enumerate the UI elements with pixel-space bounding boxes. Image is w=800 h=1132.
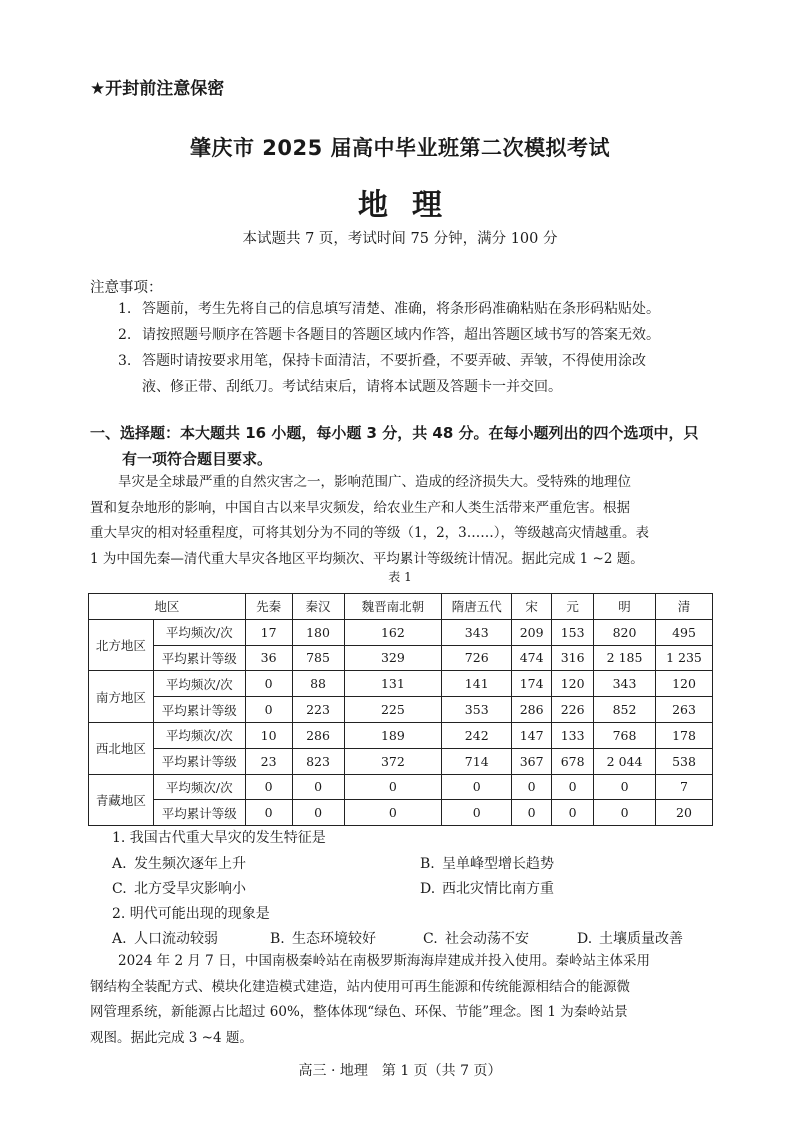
value-cell: 209 <box>512 619 552 645</box>
note-item <box>118 296 718 322</box>
value-cell: 0 <box>344 800 442 826</box>
note-number: 3. <box>118 353 132 369</box>
value-cell: 286 <box>292 722 344 748</box>
value-cell: 714 <box>442 748 512 774</box>
confidential-notice: ★开封前注意保密 <box>90 79 225 99</box>
value-cell: 147 <box>512 722 552 748</box>
header-period: 明 <box>594 594 656 620</box>
value-cell: 0 <box>344 774 442 800</box>
table-row <box>89 800 713 826</box>
value-cell: 0 <box>245 774 292 800</box>
table-header-row <box>89 594 713 620</box>
value-cell: 242 <box>442 722 512 748</box>
metric-cell: 平均累计等级 <box>153 697 245 723</box>
value-cell: 0 <box>442 774 512 800</box>
section-heading <box>90 420 715 472</box>
value-cell: 0 <box>292 774 344 800</box>
value-cell: 23 <box>245 748 292 774</box>
passage-line: 观图。据此完成 3 ~4 题。 <box>90 1029 253 1046</box>
region-cell: 北方地区 <box>89 619 154 671</box>
value-cell: 225 <box>344 697 442 723</box>
value-cell: 316 <box>552 645 594 671</box>
value-cell: 329 <box>344 645 442 671</box>
note-text-continued: 液、修正带、刮纸刀。考试结束后，请将本试题及答题卡一并交回。 <box>142 379 562 395</box>
passage-line: 旱灾是全球最严重的自然灾害之一，影响范围广、造成的经济损失大。受特殊的地理位 <box>118 474 631 490</box>
header-period: 秦汉 <box>292 594 344 620</box>
header-period: 清 <box>656 594 713 620</box>
value-cell: 538 <box>656 748 713 774</box>
question-1-stem: 1. 我国古代重大旱灾的发生特征是 <box>112 830 326 846</box>
header-period: 隋唐五代 <box>442 594 512 620</box>
value-cell: 0 <box>552 800 594 826</box>
metric-cell: 平均累计等级 <box>153 800 245 826</box>
value-cell: 2 185 <box>594 645 656 671</box>
region-cell: 青藏地区 <box>89 774 154 826</box>
value-cell: 226 <box>552 697 594 723</box>
value-cell: 36 <box>245 645 292 671</box>
passage-line: 1 为中国先秦—清代重大旱灾各地区平均频次、平均累计等级统计情况。据此完成 1 ~2 题。 <box>90 550 644 567</box>
value-cell: 0 <box>245 697 292 723</box>
q2-option-d: D. 土壤质量改善 <box>577 931 683 947</box>
section-heading-line1: 一、选择题：本大题共 16 小题，每小题 3 分，共 48 分。在每小题列出的四个选项中，只 <box>90 424 699 442</box>
value-cell: 820 <box>594 619 656 645</box>
value-cell: 286 <box>512 697 552 723</box>
question-2-stem: 2. 明代可能出现的现象是 <box>112 906 270 922</box>
value-cell: 223 <box>292 697 344 723</box>
exam-info: 本试题共 7 页，考试时间 75 分钟，满分 100 分 <box>242 231 558 247</box>
value-cell: 0 <box>552 774 594 800</box>
table-caption: 表 1 <box>388 570 412 584</box>
value-cell: 343 <box>594 671 656 697</box>
header-period: 先秦 <box>245 594 292 620</box>
value-cell: 7 <box>656 774 713 800</box>
exam-title: 肇庆市 2025 届高中毕业班第二次模拟考试 <box>189 136 611 160</box>
value-cell: 88 <box>292 671 344 697</box>
passage-line: 重大旱灾的相对轻重程度，可将其划分为不同的等级（1，2，3……），等级越高灾情越重。表 <box>90 525 650 541</box>
table-row <box>89 722 713 748</box>
value-cell: 141 <box>442 671 512 697</box>
value-cell: 189 <box>344 722 442 748</box>
header-period: 元 <box>552 594 594 620</box>
q1-option-c: C. 北方受旱灾影响小 <box>112 881 246 897</box>
value-cell: 0 <box>594 800 656 826</box>
value-cell: 768 <box>594 722 656 748</box>
section-heading-line2: 有一项符合题目要求。 <box>122 450 273 468</box>
table-row <box>89 619 713 645</box>
value-cell: 120 <box>552 671 594 697</box>
value-cell: 174 <box>512 671 552 697</box>
value-cell: 10 <box>245 722 292 748</box>
table-row <box>89 645 713 671</box>
q1-option-a: A. 发生频次逐年上升 <box>112 856 246 872</box>
value-cell: 0 <box>292 800 344 826</box>
value-cell: 180 <box>292 619 344 645</box>
note-number: 2. <box>118 327 132 343</box>
note-number: 1. <box>118 301 132 317</box>
value-cell: 785 <box>292 645 344 671</box>
metric-cell: 平均频次/次 <box>153 774 245 800</box>
value-cell: 852 <box>594 697 656 723</box>
value-cell: 263 <box>656 697 713 723</box>
value-cell: 17 <box>245 619 292 645</box>
note-item <box>118 348 718 400</box>
q1-option-b: B. 呈单峰型增长趋势 <box>420 856 554 872</box>
metric-cell: 平均累计等级 <box>153 748 245 774</box>
notes-heading: 注意事项： <box>90 280 163 296</box>
value-cell: 823 <box>292 748 344 774</box>
metric-cell: 平均频次/次 <box>153 722 245 748</box>
value-cell: 678 <box>552 748 594 774</box>
value-cell: 2 044 <box>594 748 656 774</box>
table-row <box>89 671 713 697</box>
note-text: 答题前，考生先将自己的信息填写清楚、准确，将条形码准确粘贴在条形码粘贴处。 <box>142 301 660 317</box>
table-row <box>89 748 713 774</box>
value-cell: 1 235 <box>656 645 713 671</box>
value-cell: 0 <box>594 774 656 800</box>
value-cell: 133 <box>552 722 594 748</box>
note-item <box>118 322 718 348</box>
q2-option-b: B. 生态环境较好 <box>270 931 376 947</box>
q2-option-c: C. 社会动荡不安 <box>423 931 529 947</box>
value-cell: 178 <box>656 722 713 748</box>
passage-drought <box>90 470 715 572</box>
value-cell: 353 <box>442 697 512 723</box>
value-cell: 726 <box>442 645 512 671</box>
metric-cell: 平均累计等级 <box>153 645 245 671</box>
value-cell: 0 <box>245 800 292 826</box>
value-cell: 20 <box>656 800 713 826</box>
value-cell: 120 <box>656 671 713 697</box>
subject-title: 地理 <box>358 188 466 223</box>
passage-line: 网管理系统，新能源占比超过 60%，整体体现“绿色、环保、节能”理念。图 1 为秦岭站景 <box>90 1004 628 1020</box>
note-text: 答题时请按要求用笔，保持卡面清洁，不要折叠，不要弄破、弄皱，不得使用涂改 <box>142 353 646 369</box>
header-period: 宋 <box>512 594 552 620</box>
metric-cell: 平均频次/次 <box>153 619 245 645</box>
value-cell: 343 <box>442 619 512 645</box>
passage-line: 钢结构全装配方式、模块化建造模式建造，站内使用可再生能源和传统能源相结合的能源微 <box>90 978 630 995</box>
value-cell: 0 <box>512 800 552 826</box>
table-row <box>89 774 713 800</box>
value-cell: 0 <box>512 774 552 800</box>
passage-qinling-station <box>90 949 715 1051</box>
value-cell: 474 <box>512 645 552 671</box>
value-cell: 367 <box>512 748 552 774</box>
note-text: 请按照题号顺序在答题卡各题目的答题区域内作答，超出答题区域书写的答案无效。 <box>142 327 660 343</box>
value-cell: 495 <box>656 619 713 645</box>
passage-line: 2024 年 2 月 7 日，中国南极秦岭站在南极罗斯海海岸建成并投入使用。秦岭站主体采用 <box>118 953 650 969</box>
value-cell: 153 <box>552 619 594 645</box>
table-row <box>89 697 713 723</box>
drought-table <box>88 593 713 826</box>
header-region: 地区 <box>89 594 246 620</box>
passage-line: 置和复杂地形的影响，中国自古以来旱灾频发，给农业生产和人类生活带来严重危害。根据 <box>90 499 630 516</box>
value-cell: 372 <box>344 748 442 774</box>
table-body <box>89 619 713 825</box>
value-cell: 0 <box>245 671 292 697</box>
q2-option-a: A. 人口流动较弱 <box>112 931 218 947</box>
value-cell: 131 <box>344 671 442 697</box>
metric-cell: 平均频次/次 <box>153 671 245 697</box>
value-cell: 0 <box>442 800 512 826</box>
q1-option-d: D. 西北灾情比南方重 <box>420 881 554 897</box>
header-period: 魏晋南北朝 <box>344 594 442 620</box>
value-cell: 162 <box>344 619 442 645</box>
page-footer: 高三 · 地理 第 1 页（共 7 页） <box>298 1063 502 1079</box>
region-cell: 西北地区 <box>89 722 154 774</box>
region-cell: 南方地区 <box>89 671 154 723</box>
